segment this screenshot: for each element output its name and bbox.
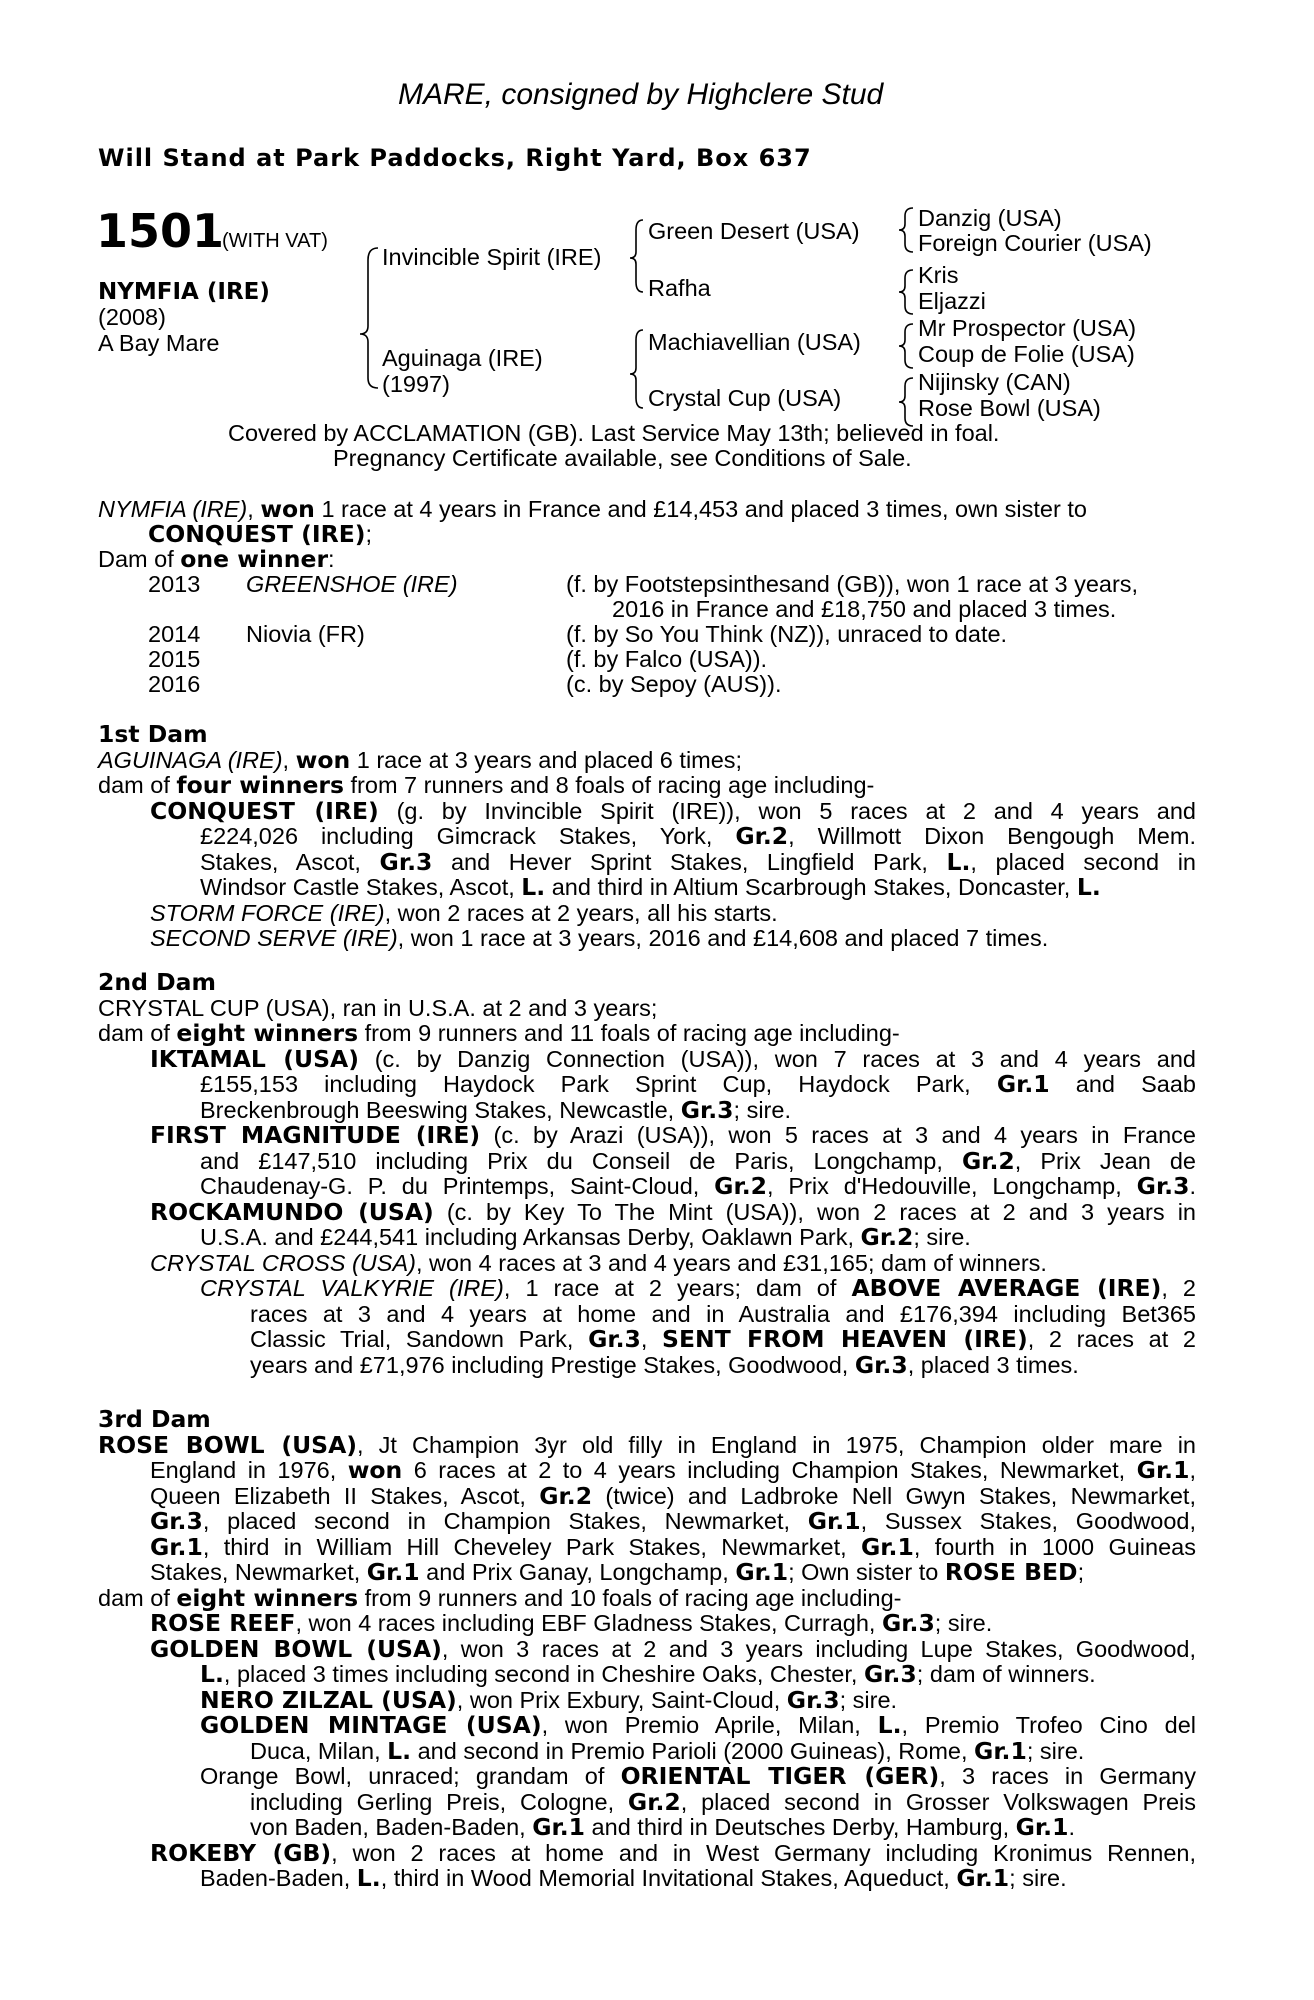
t: . [1189, 1173, 1196, 1199]
t: ; sire. [1026, 1737, 1085, 1764]
winners-count: eight winners [176, 1019, 359, 1047]
grade: Gr.3 [379, 847, 433, 876]
t: , Jt Champion 3yr old filly in England in 1975, Champion older mare in [357, 1431, 1196, 1458]
listed: L. [356, 1864, 381, 1892]
stand-location: Will Stand at Park Paddocks, Right Yard, Box 637 [98, 144, 812, 172]
grade: Gr.3 [680, 1095, 734, 1124]
horse-name: STORM FORCE (IRE) [150, 899, 385, 926]
t: , placed 3 times including second in Cheshire Oaks, Chester, [223, 1661, 864, 1687]
grade: Gr.2 [961, 1146, 1015, 1175]
t: , third in William Hill Cheveley Park Stakes, Newmarket, [202, 1533, 861, 1560]
t: ; Own sister to [788, 1559, 945, 1585]
first-dam-line [98, 745, 1196, 774]
first-magnitude-line [200, 1174, 1196, 1200]
golden-bowl-line [200, 1662, 1196, 1688]
t: dam of [98, 772, 177, 798]
t: races at 3 and 4 years at home and in Australia and £176,394 including Bet365 [250, 1300, 1196, 1327]
listed: L. [200, 1660, 224, 1688]
horse-name: ABOVE AVERAGE (IRE) [851, 1274, 1162, 1302]
winners-count: eight winners [176, 1583, 359, 1612]
t: , Willmott Dixon Bengough Mem. [788, 823, 1196, 849]
grade: Gr.3 [881, 1609, 935, 1637]
conquest-line [200, 847, 1197, 876]
t: ; dam of winners. [916, 1661, 1096, 1687]
t: £155,153 including Haydock Park Sprint Cup, Haydock Park, [200, 1071, 997, 1097]
t: , 1 race at 2 years; dam of [503, 1275, 852, 1301]
t: , won Prix Exbury, Saint-Cloud, [456, 1686, 787, 1713]
first-dam-text: 1 race at 3 years and placed 6 times; [350, 746, 743, 773]
third-dam-section [98, 1407, 1196, 1892]
produce-year: 2014 [148, 621, 201, 647]
storm-force-line [150, 901, 1196, 927]
conquest-line [200, 875, 1196, 901]
dam-of-count: one winner [180, 545, 329, 573]
dam-of-prefix: Dam of [98, 546, 181, 572]
grade: Gr.1 [861, 1532, 914, 1561]
t: , Prix Jean de [1014, 1147, 1197, 1174]
produce-details: (c. by Sepoy (AUS)). [566, 671, 782, 697]
t: , won 4 races at 3 and 4 years and £31,165; dam of winners. [415, 1249, 1047, 1276]
grade: Gr.1 [956, 1864, 1010, 1892]
second-dam-produce-summary [98, 1021, 1196, 1047]
third-dam-produce-summary [98, 1583, 1196, 1612]
grade: Gr.1 [366, 1558, 420, 1586]
sep: , [282, 746, 296, 773]
pedigree-dam-sire: Machiavellian (USA) [648, 329, 861, 355]
pedigree-ddd: Rose Bowl (USA) [918, 395, 1101, 421]
pedigree-dam-year: (1997) [382, 371, 450, 397]
grade: Gr.3 [863, 1660, 917, 1688]
t: Baden-Baden, [200, 1865, 357, 1891]
horse-name: CRYSTAL CROSS (USA) [150, 1249, 416, 1276]
t: (c. by Key To The Mint (USA)), won 2 races at 2 and 3 years in [433, 1198, 1196, 1225]
t: Chaudenay-G. P. du Printemps, Saint-Cloud, [200, 1173, 715, 1199]
iktamal-line [200, 1095, 1196, 1124]
t: , won 4 races including EBF Gladness Stakes, Curragh, [295, 1610, 882, 1636]
grade: Gr.2 [539, 1481, 593, 1510]
horse-name: ROKEBY (GB) [150, 1838, 332, 1867]
grade: Gr.1 [974, 1736, 1027, 1765]
t: Duca, Milan, [250, 1737, 388, 1764]
pedigree-ssd: Foreign Courier (USA) [918, 230, 1152, 256]
crystal-valkyrie-line [250, 1302, 1196, 1328]
t: Queen Elizabeth II Stakes, Ascot, [150, 1482, 540, 1509]
conquest-line [200, 824, 1196, 850]
t: and £147,510 including Prix du Conseil de Paris, Longchamp, [200, 1147, 962, 1174]
third-dam-heading: 3rd Dam [98, 1405, 211, 1433]
t: and third in Altium Scarbrough Stakes, Doncaster, [545, 874, 1077, 900]
grade: Gr.1 [1015, 1813, 1069, 1841]
t: , Sussex Stakes, Goodwood, [860, 1508, 1196, 1534]
pedigree-sire: Invincible Spirit (IRE) [382, 244, 602, 270]
orange-bowl-line [250, 1787, 1196, 1816]
rose-bowl-line [150, 1458, 1196, 1484]
second-dam-line: CRYSTAL CUP (USA), ran in U.S.A. at 2 and 3 years; [98, 994, 658, 1021]
t: Stakes, Newmarket, [150, 1559, 367, 1585]
produce-year: 2016 [148, 671, 201, 697]
dam-of-line [98, 547, 335, 573]
grade: Gr.1 [807, 1507, 861, 1535]
t: years and £71,976 including Prestige Stakes, Goodwood, [250, 1351, 855, 1378]
horse-name: SENT FROM HEAVEN (IRE) [662, 1325, 1028, 1353]
rose-reef-line [150, 1611, 1196, 1637]
won-label: won [347, 1456, 403, 1484]
grade: Gr.2 [627, 1787, 681, 1816]
t: ; [1077, 1559, 1085, 1585]
t: and second in Premio Parioli (2000 Guineas), Rome, [411, 1737, 975, 1764]
t: from 9 runners and 11 foals of racing age including- [358, 1020, 900, 1046]
intro-sister-tail: ; [365, 521, 373, 547]
produce-name: Niovia (FR) [246, 621, 365, 647]
pedigree-sdd: Eljazzi [918, 288, 986, 314]
t: ; sire. [934, 1610, 993, 1636]
t: Windsor Castle Stakes, Ascot, [200, 874, 522, 900]
crystal-valkyrie-line [250, 1327, 1196, 1353]
grade: Gr.1 [735, 1558, 789, 1586]
t: , placed second in Grosser Volkswagen Preis [680, 1788, 1196, 1815]
grade: Gr.1 [996, 1070, 1050, 1098]
golden-mintage-line [250, 1736, 1196, 1765]
grade: Gr.3 [588, 1325, 641, 1353]
t: (twice) and Ladbroke Nell Gwyn Stakes, Newmarket, [592, 1482, 1196, 1509]
t: and third in Deutsches Derby, Hamburg, [585, 1814, 1016, 1840]
intro-line-2 [148, 522, 372, 548]
pedigree-dss: Mr Prospector (USA) [918, 315, 1137, 341]
intro-won: won [260, 495, 315, 523]
grade: Gr.2 [714, 1172, 767, 1200]
second-dam-section [98, 970, 1196, 1378]
crystal-valkyrie-line [200, 1276, 1196, 1302]
produce-name: GREENSHOE (IRE) [246, 571, 458, 597]
t: , third in Wood Memorial Invitational Stakes, Aqueduct, [380, 1865, 957, 1891]
t: Breckenbrough Beeswing Stakes, Newcastle, [200, 1096, 681, 1123]
orange-bowl-line [200, 1764, 1196, 1790]
t: Stakes, Ascot, [200, 848, 380, 875]
pedigree-dam: Aguinaga (IRE) [382, 345, 543, 371]
pedigree-sds: Kris [918, 262, 959, 288]
intro-sister: CONQUEST (IRE) [148, 520, 366, 548]
horse-name: SECOND SERVE (IRE) [150, 925, 398, 951]
horse-name: ORIENTAL TIGER (GER) [620, 1762, 940, 1790]
t: and Prix Ganay, Longchamp, [419, 1559, 736, 1585]
grade: Gr.1 [1136, 1456, 1190, 1484]
t: , Prix d'Hedouville, Longchamp, [766, 1173, 1137, 1199]
vat-label: (WITH VAT) [222, 230, 328, 252]
t: ; sire. [913, 1224, 971, 1250]
conquest-line [150, 796, 1197, 825]
orange-bowl-line [250, 1815, 1196, 1841]
pedigree-dds: Nijinsky (CAN) [918, 369, 1071, 395]
t: , placed second in [970, 848, 1197, 875]
iktamal-line [150, 1044, 1196, 1073]
t: dam of [98, 1020, 177, 1046]
t: , won 3 races at 2 and 3 years including Lupe Stakes, Goodwood, [441, 1635, 1196, 1662]
t: von Baden, Baden-Baden, [250, 1814, 533, 1840]
first-dam-section [98, 722, 1196, 952]
produce-year: 2015 [148, 646, 201, 672]
horse-name: NERO ZILZAL (USA) [200, 1685, 457, 1714]
grade: Gr.3 [786, 1685, 840, 1714]
horse-name: GOLDEN BOWL (USA) [150, 1634, 442, 1663]
second-serve-line [150, 926, 1196, 952]
produce-details-cont: 2016 in France and £18,750 and placed 3 times. [612, 596, 1117, 622]
first-dam-heading: 1st Dam [98, 720, 208, 748]
t: ; sire. [1009, 1865, 1067, 1891]
horse-name: NYMFIA (IRE) [98, 279, 270, 305]
t: (c. by Danzig Connection (USA)), won 7 races at 3 and 4 years and [358, 1045, 1196, 1072]
t: (c. by Arazi (USA)), won 5 races at 3 and 4 years in France [480, 1122, 1197, 1148]
t: dam of [98, 1584, 177, 1611]
grade: Gr.2 [735, 822, 789, 850]
t: 6 races at 2 to 4 years including Champion Stakes, Newmarket, [402, 1457, 1137, 1483]
golden-mintage-line [200, 1713, 1196, 1739]
t: , 3 races in Germany [939, 1763, 1196, 1789]
listed: L. [521, 873, 546, 901]
grade: Gr.3 [854, 1350, 908, 1379]
grade: Gr.3 [150, 1507, 203, 1535]
horse-name: ROSE BED [944, 1558, 1078, 1586]
t: Orange Bowl, unraced; grandam of [200, 1763, 621, 1789]
dam-of-suffix: : [328, 546, 335, 572]
produce-details: (f. by So You Think (NZ)), unraced to date. [566, 621, 1008, 647]
t: , 2 [1161, 1275, 1196, 1301]
covered-line: Covered by ACCLAMATION (GB). Last Service May 13th; believed in foal. [228, 420, 1000, 446]
horse-name: ROSE BOWL (USA) [98, 1430, 358, 1459]
t: , [1189, 1457, 1196, 1483]
t: and Hever Sprint Stakes, Lingfield Park, [432, 848, 947, 875]
produce-details: (f. by Footstepsinthesand (GB)), won 1 race at 3 years, [566, 571, 1139, 597]
rose-bowl-line [98, 1430, 1196, 1459]
first-dam-produce-summary [98, 773, 1196, 799]
crystal-valkyrie-line [250, 1350, 1196, 1379]
listed: L. [1076, 873, 1101, 901]
t: £224,026 including Gimcrack Stakes, York, [200, 823, 736, 849]
first-dam-name: AGUINAGA (IRE) [98, 746, 283, 773]
grade: Gr.3 [1136, 1172, 1190, 1200]
crystal-cross-line [150, 1251, 1196, 1277]
pedigree-dsd: Coup de Folie (USA) [918, 341, 1135, 367]
rokeby-line [150, 1838, 1197, 1867]
foaling-year: (2008) [98, 304, 166, 330]
second-dam-heading: 2nd Dam [98, 968, 216, 996]
golden-bowl-line [150, 1634, 1196, 1663]
first-magnitude-line [200, 1146, 1197, 1175]
grade: Gr.1 [150, 1532, 203, 1561]
first-magnitude-line [150, 1123, 1196, 1149]
t: , won 2 races at home and in West Germany including Kronimus Rennen, [331, 1839, 1197, 1866]
rose-bowl-line [150, 1481, 1196, 1510]
rokeby-line [200, 1866, 1196, 1892]
t: including Gerling Preis, Cologne, [250, 1788, 628, 1815]
pedigree-dam-dam: Crystal Cup (USA) [648, 385, 842, 411]
horse-name: CRYSTAL VALKYRIE (IRE) [200, 1275, 504, 1301]
t: (g. by Invincible Spirit (IRE)), won 5 races at 2 and 4 years and [378, 797, 1197, 824]
grade: Gr.1 [532, 1813, 586, 1841]
t: , Premio Trofeo Cino del [901, 1712, 1196, 1738]
horse-name: GOLDEN MINTAGE (USA) [200, 1711, 542, 1739]
t: , fourth in 1000 Guineas [913, 1533, 1196, 1560]
t: ; sire. [839, 1686, 898, 1713]
iktamal-line [200, 1072, 1196, 1098]
horse-name: IKTAMAL (USA) [150, 1044, 359, 1073]
rockamundo-line [200, 1225, 1196, 1251]
t: . [1068, 1814, 1075, 1840]
rockamundo-line [150, 1197, 1196, 1226]
t: , won Premio Aprile, Milan, [541, 1712, 878, 1738]
t: , won 2 races at 2 years, all his starts. [384, 899, 778, 926]
t: from 9 runners and 10 foals of racing age including- [358, 1584, 902, 1611]
t: Classic Trial, Sandown Park, [250, 1326, 589, 1352]
rose-bowl-line [150, 1532, 1196, 1561]
intro-text: 1 race at 4 years in France and £14,453 and placed 3 times, own sister to [314, 496, 1087, 522]
listed: L. [946, 847, 971, 876]
listed: L. [387, 1736, 412, 1765]
listed: L. [877, 1711, 902, 1739]
intro-line-1: NYMFIA (IRE), won 1 race at 4 years in France and £14,453 and placed 3 times, own sister to [98, 495, 1087, 523]
won-label: won [295, 745, 351, 774]
t: England in 1976, [150, 1457, 348, 1483]
winners-count: four winners [176, 771, 344, 799]
conquest-name: CONQUEST (IRE) [150, 796, 379, 825]
t: , placed second in Champion Stakes, Newmarket, [202, 1508, 808, 1534]
nero-zilzal-line [200, 1685, 1196, 1714]
t: from 7 runners and 8 foals of racing age including- [344, 772, 875, 798]
horse-name: ROCKAMUNDO (USA) [150, 1197, 434, 1226]
intro-name: NYMFIA (IRE) [98, 496, 248, 522]
produce-year: 2013 [148, 571, 201, 597]
t: ; sire. [733, 1096, 791, 1123]
pedigree-sss: Danzig (USA) [918, 205, 1062, 231]
t: , 2 races at 2 [1027, 1326, 1196, 1352]
horse-description: A Bay Mare [98, 330, 220, 356]
t: U.S.A. and £244,541 including Arkansas Derby, Oaklawn Park, [200, 1224, 861, 1250]
pedigree-sire-sire: Green Desert (USA) [648, 218, 860, 244]
pregnancy-line: Pregnancy Certificate available, see Conditions of Sale. [333, 445, 912, 471]
grade: Gr.2 [860, 1223, 914, 1251]
rose-bowl-line [150, 1509, 1196, 1535]
t: , placed 3 times. [907, 1351, 1079, 1378]
consignor-line: MARE, consigned by Highclere Stud [398, 78, 884, 111]
pedigree-sire-dam: Rafha [648, 275, 711, 301]
rose-bowl-line [150, 1560, 1196, 1586]
horse-name: FIRST MAGNITUDE (IRE) [150, 1121, 481, 1149]
t: , [640, 1326, 663, 1352]
t: , won 1 race at 3 years, 2016 and £14,608 and placed 7 times. [397, 925, 1049, 951]
t: and Saab [1049, 1071, 1196, 1097]
horse-name: ROSE REEF [150, 1609, 296, 1637]
produce-details: (f. by Falco (USA)). [566, 646, 768, 672]
lot-number: 1501 [96, 204, 225, 258]
